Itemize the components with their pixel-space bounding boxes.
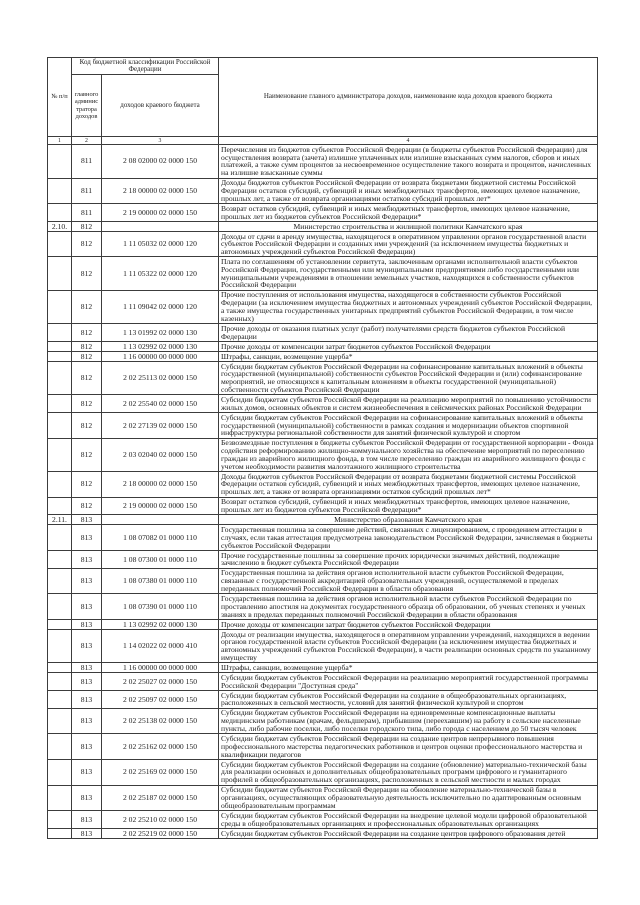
table-row [48,525,598,551]
table-row [48,785,598,811]
table-row [48,673,598,691]
income-code: 1 14 02022 02 0000 410 [102,629,219,662]
income-code: 1 08 07082 01 0000 110 [102,525,219,551]
income-code: 2 02 27139 02 0000 150 [102,413,219,439]
admin-code: 811 [72,178,102,204]
admin-code: 812 [72,361,102,394]
table-row [48,352,598,362]
income-code [102,515,219,525]
table-row [48,828,598,838]
column-number-label: 4 [219,137,598,145]
income-code: 2 18 00000 02 0000 150 [102,178,219,204]
table-row [48,178,598,204]
admin-code: 812 [72,472,102,498]
income-code: 1 08 07300 01 0000 110 [102,551,219,569]
table-row [48,290,598,323]
table-row [48,629,598,662]
header-column-numbers [48,137,598,145]
income-code: 2 03 02040 02 0000 150 [102,438,219,471]
row-number [48,525,72,551]
income-name: Возврат остатков субсидий, субвенций и иных межбюджетных трансфертов, имеющих целевое назначение, прошлых лет из бюджетов субъектов Российской Федерации* [219,497,598,515]
admin-code: 812 [72,395,102,413]
income-name: Прочие доходы от компенсации затрат бюджетов субъектов Российской Федерации [219,619,598,629]
admin-code: 813 [72,828,102,838]
income-code: 1 11 09042 02 0000 120 [102,290,219,323]
header-income-code: доходов краевого бюджета [102,75,219,137]
column-number-label: 2 [72,137,102,145]
row-number: 2.11. [48,515,72,525]
income-code: 1 13 02992 02 0000 130 [102,342,219,352]
table-row [48,760,598,786]
admin-code: 812 [72,342,102,352]
row-number [48,472,72,498]
income-code: 2 02 25162 02 0000 150 [102,734,219,760]
table-row [48,663,598,673]
admin-code: 813 [72,594,102,620]
table-row [48,594,598,620]
income-name: Штрафы, санкции, возмещение ущерба* [219,663,598,673]
admin-code: 812 [72,257,102,290]
table-row [48,691,598,709]
admin-code: 812 [72,438,102,471]
admin-code: 813 [72,515,102,525]
income-code: 1 16 00000 00 0000 000 [102,352,219,362]
section-row [48,515,598,525]
admin-code: 813 [72,785,102,811]
table-row [48,413,598,439]
row-number [48,663,72,673]
income-code: 1 16 00000 00 0000 000 [102,663,219,673]
income-name: Доходы бюджетов субъектов Российской Федерации от возврата бюджетами бюджетной системы Российской Федерации остатков субсидий, субвенций и иных межбюджетных трансфертов, имеющих целевое назначение, прошлых лет, а также от возврата организациями остатков субсидий прошлых лет* [219,472,598,498]
admin-code: 812 [72,231,102,257]
table-header [48,58,598,145]
row-number [48,352,72,362]
income-code: 2 19 00000 02 0000 150 [102,204,219,222]
income-code: 1 11 05032 02 0000 120 [102,231,219,257]
income-name: Прочие доходы от компенсации затрат бюджетов субъектов Российской Федерации [219,342,598,352]
admin-code: 813 [72,525,102,551]
income-code: 2 02 25138 02 0000 150 [102,708,219,734]
income-name: Субсидии бюджетам субъектов Российской Федерации на единовременные компенсационные выплаты медицинским работникам (врачам, фельдшерам), прибывшим (переехавшим) на работу в сельские населенные пункты, либо рабочие поселки, либо поселки городского типа, либо города с населением до 50 тысяч человек [219,708,598,734]
income-code: 1 08 07390 01 0000 110 [102,594,219,620]
row-number [48,708,72,734]
table-body [48,145,598,839]
row-number [48,568,72,594]
income-name: Субсидии бюджетам субъектов Российской Федерации на внедрение целевой модели цифровой образовательной среды в общеобразовательных организациях и профессиональных образовательных организациях [219,811,598,829]
row-number [48,290,72,323]
header-row-group [48,58,598,75]
table-row [48,231,598,257]
table-row [48,145,598,178]
income-name: Субсидии бюджетам субъектов Российской Федерации на создание в общеобразовательных организациях, расположенных в сельской местности, условий для занятий физической культурой и спортом [219,691,598,709]
table-row [48,342,598,352]
column-number-label: 1 [48,137,72,145]
table-row [48,734,598,760]
income-name: Субсидии бюджетам субъектов Российской Федерации на софинансирование капитальных вложений в объекты государственной (муниципальной) собственности субъектов Российской Федерации и (или) софинансирование мероприятий, не относящихся к капитальным вложениям в объекты государственной (муниципальной) собственности субъектов Российской Федерации [219,361,598,394]
admin-code: 812 [72,352,102,362]
income-name: Государственная пошлина за действия органов исполнительной власти субъектов Российской Федерации, связанные с государственной аккредитацией образовательных учреждений, осуществляемой в пределах переданных полномочий Российской Федерации в области образования [219,568,598,594]
table-row [48,811,598,829]
income-code: 2 02 25113 02 0000 150 [102,361,219,394]
admin-code: 812 [72,413,102,439]
header-name: Наименование главного администратора доходов, наименование кода доходов краевого бюджета [219,58,598,137]
row-number [48,178,72,204]
income-code: 1 08 07380 01 0000 110 [102,568,219,594]
table-row [48,619,598,629]
table-row [48,438,598,471]
row-number [48,361,72,394]
row-number [48,257,72,290]
row-number [48,413,72,439]
income-code: 1 13 01992 02 0000 130 [102,324,219,342]
row-number [48,342,72,352]
admin-code: 812 [72,497,102,515]
admin-code: 811 [72,145,102,178]
income-code: 2 02 25540 02 0000 150 [102,395,219,413]
table-row [48,395,598,413]
table-row [48,324,598,342]
income-name: Плата по соглашениям об установлении сервитута, заключенным органами исполнительной власти субъектов Российской Федерации, государственными или муниципальными предприятиями либо государственными или муниципальными учреждениями в отношении земельных участков, находящихся в собственности субъектов Российской Федерации [219,257,598,290]
admin-code: 813 [72,629,102,662]
row-number [48,231,72,257]
administrator-name: Министерство образования Камчатского края [219,515,598,525]
table-row [48,472,598,498]
table-row [48,497,598,515]
income-code: 2 08 02000 02 0000 150 [102,145,219,178]
admin-code: 813 [72,568,102,594]
row-number [48,673,72,691]
admin-code: 812 [72,324,102,342]
admin-code: 813 [72,811,102,829]
table-row [48,551,598,569]
income-code: 2 02 25187 02 0000 150 [102,785,219,811]
row-number [48,551,72,569]
admin-code: 813 [72,551,102,569]
administrator-name: Министерство строительства и жилищной политики Камчатского края [219,221,598,231]
row-number [48,395,72,413]
admin-code: 813 [72,708,102,734]
admin-code: 811 [72,204,102,222]
admin-code: 813 [72,673,102,691]
table-row [48,257,598,290]
income-name: Перечисления из бюджетов субъектов Российской Федерации (в бюджеты субъектов Российской Федерации) для осуществления возврата (зачета) излишне уплаченных или излишне взысканных сумм налогов, сборов и иных платежей, а также сумм процентов за несвоевременное осуществление такого возврата и процентов, начисленных на излишне взысканные суммы [219,145,598,178]
income-name: Государственная пошлина за совершение действий, связанных с лицензированием, с проведением аттестации в случаях, если такая аттестация предусмотрена законодательством Российской Федерации, зачисляемая в бюджеты субъектов Российской Федерации [219,525,598,551]
income-code: 2 02 25169 02 0000 150 [102,760,219,786]
income-name: Субсидии бюджетам субъектов Российской Федерации на софинансирование капитальных вложений в объекты государственной (муниципальной) собственности в рамках создания и модернизации объектов спортивной инфраструктуры региональной собственности для занятий физической культурой и спортом [219,413,598,439]
admin-code: 812 [72,221,102,231]
admin-code: 812 [72,290,102,323]
income-name: Прочие поступления от использования имущества, находящегося в собственности субъектов Российской Федерации (за исключением имущества бюджетных и автономных учреждений субъектов Российской Федерации, а также имущества государственных унитарных предприятий субъектов Российской Федерации, в том числе казенных) [219,290,598,323]
income-name: Доходы от сдачи в аренду имущества, находящегося в оперативном управлении органов государственной власти субъектов Российской Федерации и созданных ими учреждений (за исключением имущества бюджетных и автономных учреждений субъектов Российской Федерации) [219,231,598,257]
row-number [48,594,72,620]
income-name: Возврат остатков субсидий, субвенций и иных межбюджетных трансфертов, имеющих целевое назначение, прошлых лет из бюджетов субъектов Российской Федерации* [219,204,598,222]
row-number [48,497,72,515]
income-name: Безвозмездные поступления в бюджеты субъектов Российской Федерации от государственной корпорации - Фонда содействия реформированию жилищно-коммунального хозяйства на обеспечение мероприятий по переселению граждан из аварийного жилищного фонда, в том числе переселению граждан из аварийного жилищного фонда с учетом необходимости развития малоэтажного жилищного строительства [219,438,598,471]
row-number [48,811,72,829]
income-name: Прочие государственные пошлины за совершение прочих юридически значимых действий, подлежащие зачислению в бюджет субъекта Российской Федерации [219,551,598,569]
table-row [48,204,598,222]
income-name: Государственная пошлина за действия органов исполнительной власти субъектов Российской Федерации по проставлению апостиля на документах государственного образца об образовании, об ученых степенях и ученых званиях в пределах переданных полномочий Российской Федерации в области образования [219,594,598,620]
column-number-label: 3 [102,137,219,145]
header-code-group: Код бюджетной классификации Российской Федерации [72,58,219,75]
row-number: 2.10. [48,221,72,231]
income-code: 1 13 02992 02 0000 130 [102,619,219,629]
admin-code: 813 [72,619,102,629]
income-code: 2 02 25027 02 0000 150 [102,673,219,691]
admin-code: 813 [72,760,102,786]
admin-code: 813 [72,734,102,760]
row-number [48,691,72,709]
section-row [48,221,598,231]
income-name: Субсидии бюджетам субъектов Российской Федерации на создание (обновление) материально-технической базы для реализации основных и дополнительных общеобразовательных программ цифрового и гуманитарного профилей в общеобразовательных организациях, расположенных в сельской местности и малых городах [219,760,598,786]
header-num: № п/п [48,58,72,137]
admin-code: 813 [72,691,102,709]
income-code: 2 02 25219 02 0000 150 [102,828,219,838]
revenue-codes-table [47,57,598,839]
row-number [48,145,72,178]
income-name: Субсидии бюджетам субъектов Российской Федерации на обновление материально-технической базы в организациях, осуществляющих образовательную деятельность исключительно по адаптированным основным общеобразовательным программам [219,785,598,811]
row-number [48,760,72,786]
income-name: Штрафы, санкции, возмещение ущерба* [219,352,598,362]
income-name: Прочие доходы от оказания платных услуг (работ) получателями средств бюджетов субъектов Российской Федерации [219,324,598,342]
row-number [48,324,72,342]
income-name: Субсидии бюджетам субъектов Российской Федерации на создание центров непрерывного повышения профессионального мастерства педагогических работников и центров оценки профессионального мастерства и квалификации педагогов [219,734,598,760]
income-code: 1 11 05322 02 0000 120 [102,257,219,290]
income-name: Субсидии бюджетам субъектов Российской Федерации на реализацию мероприятий государственной программы Российской Федерации "Доступная среда" [219,673,598,691]
row-number [48,204,72,222]
income-name: Субсидии бюджетам субъектов Российской Федерации на создание центров цифрового образования детей [219,828,598,838]
admin-code: 813 [72,663,102,673]
row-number [48,734,72,760]
income-code: 2 02 25210 02 0000 150 [102,811,219,829]
row-number [48,828,72,838]
income-name: Доходы бюджетов субъектов Российской Федерации от возврата бюджетами бюджетной системы Российской Федерации остатков субсидий, субвенций и иных межбюджетных трансфертов, имеющих целевое назначение, прошлых лет, а также от возврата организациями остатков субсидий прошлых лет* [219,178,598,204]
income-code: 2 19 00000 02 0000 150 [102,497,219,515]
income-code: 2 02 25097 02 0000 150 [102,691,219,709]
row-number [48,629,72,662]
row-number [48,438,72,471]
income-name: Субсидии бюджетам субъектов Российской Федерации на реализацию мероприятий по повышению устойчивости жилых домов, основных объектов и систем жизнеобеспечения в сейсмических районах Российской Федерации [219,395,598,413]
table-row [48,568,598,594]
row-number [48,785,72,811]
income-code [102,221,219,231]
header-admin-code: главного администратора доходов [72,75,102,137]
row-number [48,619,72,629]
income-code: 2 18 00000 02 0000 150 [102,472,219,498]
table-row [48,708,598,734]
table-row [48,361,598,394]
income-name: Доходы от реализации имущества, находящегося в оперативном управлении учреждений, находящихся в ведении органов государственной власти субъектов Российской Федерации (за исключением имущества бюджетных и автономных учреждений субъектов Российской Федерации), в части реализации основных средств по указанному имуществу [219,629,598,662]
